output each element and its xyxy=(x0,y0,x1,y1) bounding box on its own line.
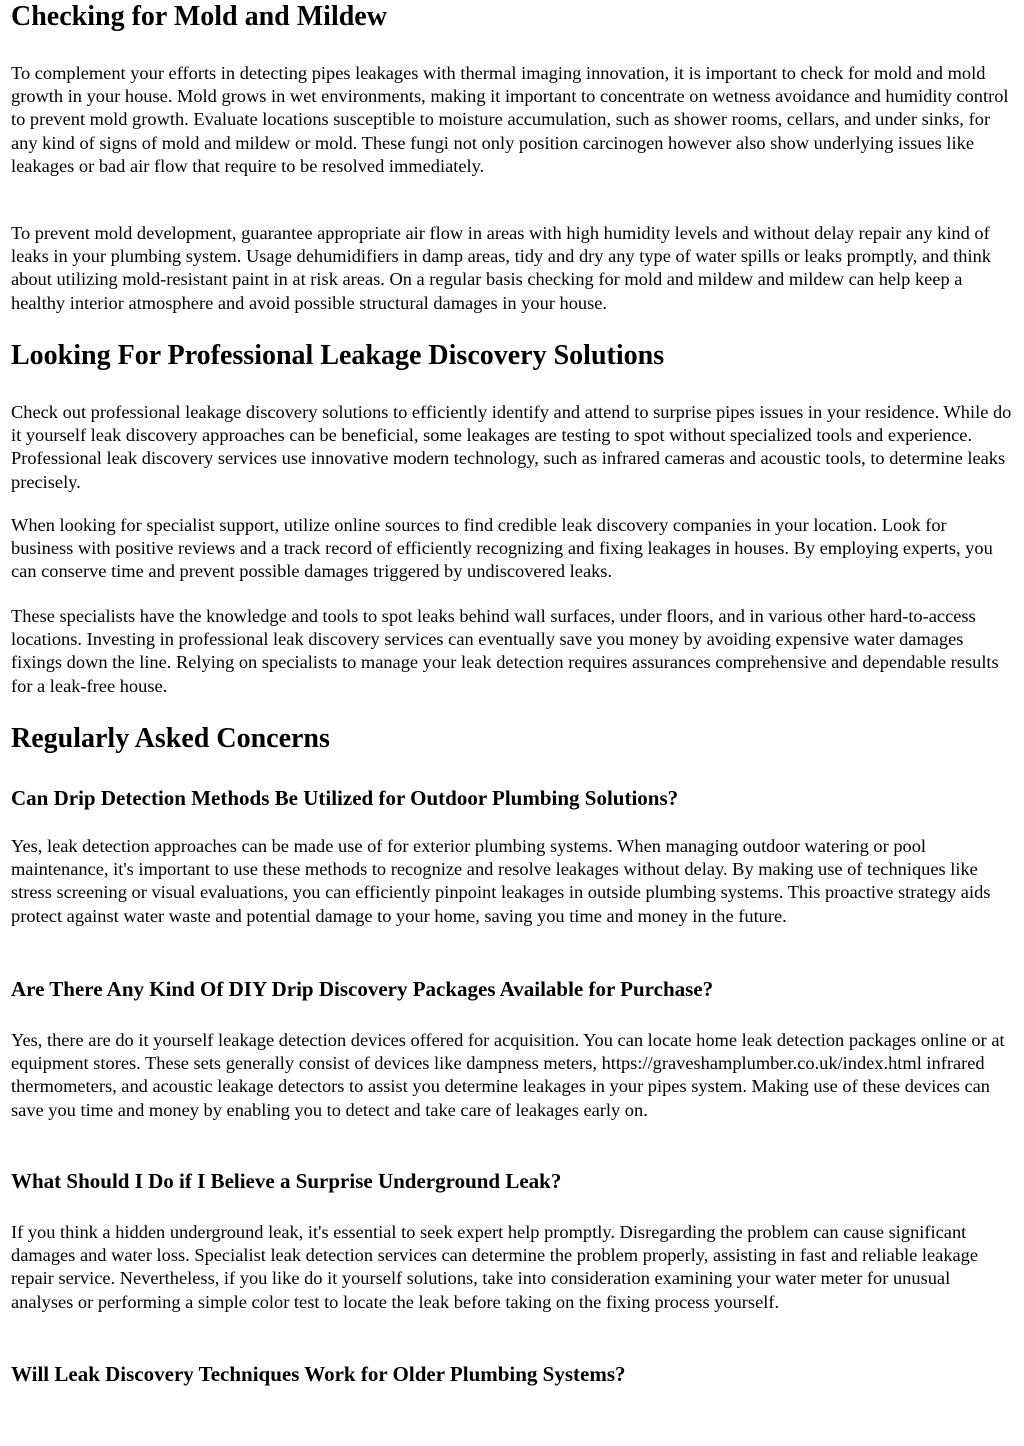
faq-answer-1: Yes, leak detection approaches can be made use of for exterior plumbing systems. When managing outdoor watering or pool maintenance, it's important to use these methods to recognize and resolve leakages without delay. By making use of techniques like stress screening or visual evaluations, you can efficiently pinpoint leakages in outside plumbing systems. This proactive strategy aids protect against water waste and potential damage to your home, saving you time and money in the future. xyxy=(11,836,991,926)
faq-question-2: Are There Any Kind Of DIY Drip Discovery Packages Available for Purchase? xyxy=(11,977,714,1001)
faq-answer-2: Yes, there are do it yourself leakage detection devices offered for acquisition. You can locate home leak detection packages online or at equipment stores. These sets generally consist of devices like dampness meters, https://graveshamplumber.co.uk/index.html infrared thermometers, and acoustic leakage detectors to assist you determine leakages in your pipes system. Making use of these devices can save you time and money by enabling you to detect and take care of leakages early on. xyxy=(11,1030,1005,1120)
heading-faq: Regularly Asked Concerns xyxy=(11,723,330,754)
paragraph-mold-1: To complement your efforts in detecting pipes leakages with thermal imaging innovation, it is important to check for mold and mold growth in your house. Mold grows in wet environments, making it important to concentrate on wetness avoidance and humidity control to prevent mold growth. Evaluate locations susceptible to moisture accumulation, such as shower rooms, cellars, and under sinks, for any kind of signs of mold and mildew or mold. These fungi not only position carcinogen however also show underlying issues like leakages or bad air flow that require to be resolved immediately. xyxy=(11,63,1009,176)
paragraph-professional-1: Check out professional leakage discovery solutions to efficiently identify and attend to surprise pipes issues in your residence. While do it yourself leak discovery approaches can be beneficial, some leakages are testing to spot without specialized tools and experience. Professional leak discovery services use innovative modern technology, such as infrared cameras and acoustic tools, to determine leaks precisely. xyxy=(11,402,1012,492)
heading-mold-and-mildew: Checking for Mold and Mildew xyxy=(11,1,387,32)
paragraph-professional-2: When looking for specialist support, utilize online sources to find credible leak discovery companies in your location. Look for business with positive reviews and a track record of efficiently recognizing and fixing leakages in houses. By employing experts, you can conserve time and prevent possible damages triggered by undiscovered leaks. xyxy=(11,515,993,582)
faq-question-4: Will Leak Discovery Techniques Work for Older Plumbing Systems? xyxy=(11,1362,626,1386)
heading-professional-leak-discovery: Looking For Professional Leakage Discovery Solutions xyxy=(11,340,665,371)
paragraph-professional-3: These specialists have the knowledge and tools to spot leaks behind wall surfaces, under floors, and in various other hard-to-access locations. Investing in professional leak discovery services can eventually save you money by avoiding expensive water damages fixings down the line. Relying on specialists to manage your leak detection requires assurances comprehensive and dependable results for a leak-free house. xyxy=(11,606,999,696)
paragraph-mold-2: To prevent mold development, guarantee appropriate air flow in areas with high humidity levels and without delay repair any kind of leaks in your plumbing system. Usage dehumidifiers in damp areas, tidy and dry any type of water spills or leaks promptly, and think about utilizing mold-resistant paint in at risk areas. On a regular basis checking for mold and mildew and mildew can help keep a healthy interior atmosphere and avoid possible structural damages in your house. xyxy=(11,223,991,313)
faq-question-3: What Should I Do if I Believe a Surprise Underground Leak? xyxy=(11,1169,562,1193)
faq-answer-3: If you think a hidden underground leak, it's essential to seek expert help promptly. Disregarding the problem can cause significant damages and water loss. Specialist leak detection services can determine the problem properly, assisting in fast and reliable leakage repair service. Nevertheless, if you like do it yourself solutions, take into consideration examining your water meter for unusual analyses or performing a simple color test to locate the leak before taking on the fixing process yourself. xyxy=(11,1222,979,1312)
faq-question-1: Can Drip Detection Methods Be Utilized for Outdoor Plumbing Solutions? xyxy=(11,786,679,810)
